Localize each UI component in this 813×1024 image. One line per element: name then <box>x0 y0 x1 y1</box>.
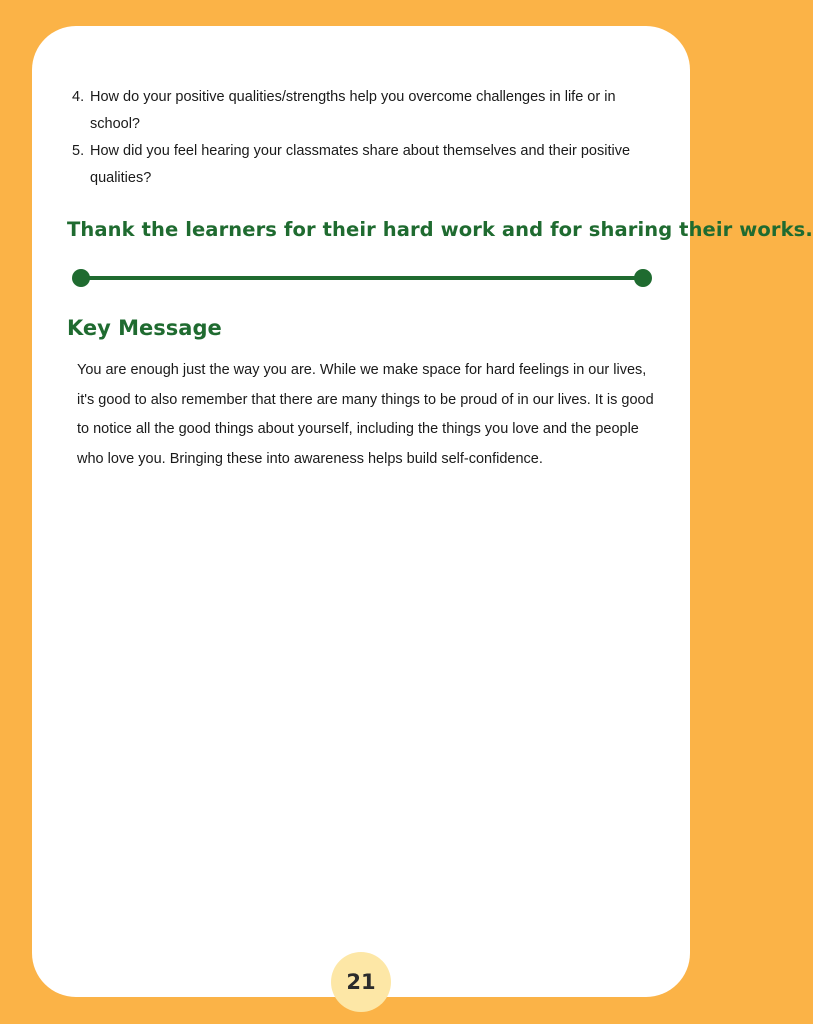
question-number: 5. <box>72 143 85 159</box>
section-divider <box>72 268 652 288</box>
question-number: 4. <box>72 89 85 105</box>
thank-learners-note: Thank the learners for their hard work and for sharing their works. <box>67 218 813 241</box>
divider-dot-left <box>72 269 90 287</box>
divider-line <box>80 276 644 280</box>
question-item <box>72 84 662 138</box>
page-number-badge: 21 <box>331 952 391 1012</box>
reflection-questions <box>72 84 662 192</box>
question-item <box>72 138 662 192</box>
question-text: How do your positive qualities/strengths help you overcome challenges in life or in school? <box>90 89 616 132</box>
key-message-title: Key Message <box>67 316 222 340</box>
question-text: How did you feel hearing your classmates share about themselves and their positive qualities? <box>90 143 631 186</box>
key-message-body: You are enough just the way you are. While we make space for hard feelings in our lives, it's good to also remember that there are many things to be proud of in our lives. It is good to notice all the good things about yourself, including the things you love and the people who love you. Bringing these into awareness helps build self-confidence. <box>77 362 654 468</box>
divider-dot-right <box>634 269 652 287</box>
